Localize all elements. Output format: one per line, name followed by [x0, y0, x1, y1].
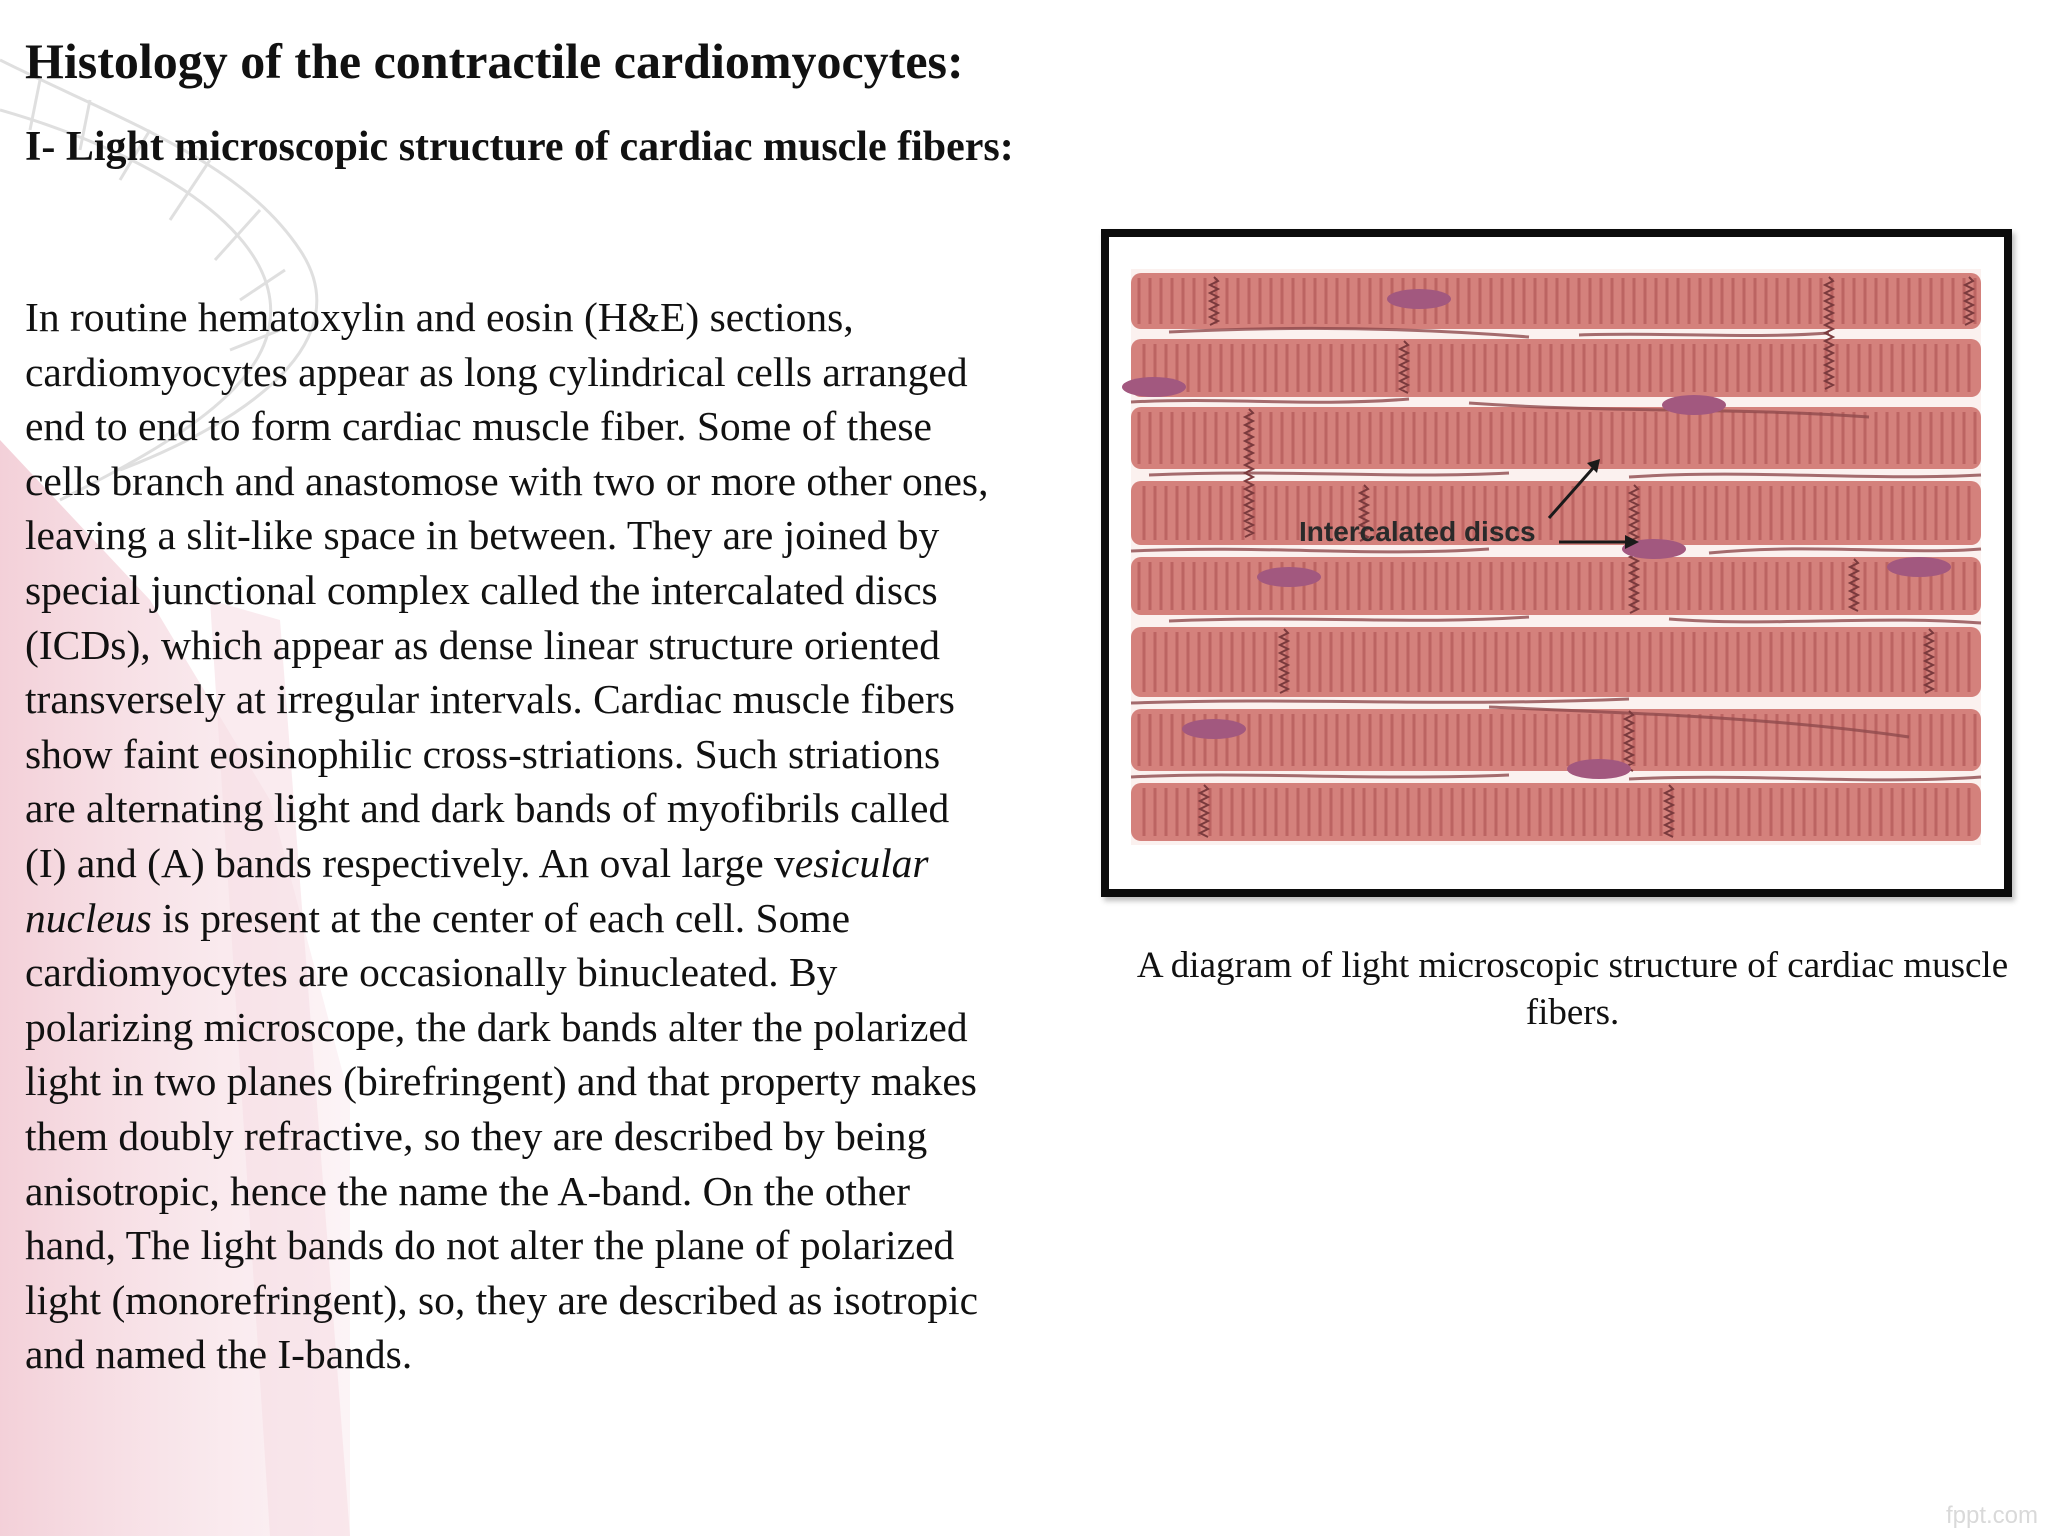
body-line: transversely at irregular intervals. Cardiac muscle fibers: [25, 676, 955, 723]
fiber-slit: [1149, 473, 1509, 475]
nucleus: [1182, 719, 1246, 739]
italic-term: esicular: [794, 839, 929, 886]
body-line: hand, The light bands do not alter the plane of polarized: [25, 1222, 955, 1269]
muscle-fiber: [1131, 783, 1981, 841]
body-paragraph: [25, 290, 1105, 1382]
fiber-slit: [1131, 775, 1509, 777]
section-heading: I- Light microscopic structure of cardiac muscle fibers:: [25, 124, 1014, 170]
body-line: end to end to form cardiac muscle fiber. Some of these: [25, 403, 932, 450]
body-line-text: (I) and (A) bands respectively. An oval large v: [25, 839, 795, 886]
body-line: polarizing microscope, the dark bands alter the polarized: [25, 1003, 968, 1050]
body-line: cardiomyocytes are occasionally binucleated. By: [25, 949, 838, 996]
cardiac-muscle-figure: [1101, 229, 2012, 897]
body-line: show faint eosinophilic cross-striations. Such striations: [25, 730, 941, 777]
nucleus: [1257, 567, 1321, 587]
body-line: cells branch and anastomose with two or more other ones,: [25, 457, 989, 504]
nucleus: [1567, 759, 1631, 779]
figure-caption: A diagram of light microscopic structure of cardiac muscle fibers.: [1136, 945, 2009, 1033]
nucleus: [1387, 289, 1451, 309]
nucleus: [1887, 557, 1951, 577]
intercalated-discs-label: Intercalated discs: [1299, 516, 1536, 547]
body-line: and named the I-bands.: [25, 1331, 413, 1378]
body-line: anisotropic, hence the name the A-band. On the other: [25, 1167, 911, 1214]
body-line: (ICDs), which appear as dense linear structure oriented: [25, 621, 940, 668]
cardiac-muscle-illustration: [1109, 237, 2004, 889]
nucleus: [1122, 377, 1186, 397]
slide-title: Histology of the contractile cardiomyocytes:: [25, 33, 964, 89]
body-line: leaving a slit-like space in between. They are joined by: [25, 512, 940, 559]
muscle-fiber: [1131, 339, 1981, 397]
body-line: light (monorefringent), so, they are described as isotropic: [25, 1276, 979, 1323]
body-line: are alternating light and dark bands of myofibrils called: [25, 785, 950, 832]
body-line: light in two planes (birefringent) and that property makes: [25, 1058, 977, 1105]
italic-term: nucleus: [25, 894, 152, 941]
body-line: In routine hematoxylin and eosin (H&E) sections,: [25, 294, 854, 340]
muscle-fiber: [1131, 481, 1981, 545]
nucleus: [1662, 395, 1726, 415]
body-line: cardiomyocytes appear as long cylindrical cells arranged: [25, 348, 968, 395]
body-line-vesicular: [25, 836, 1105, 891]
body-line: special junctional complex called the intercalated discs: [25, 566, 938, 613]
body-line-text: is present at the center of each cell. Some: [151, 894, 851, 941]
body-line: them doubly refractive, so they are described by being: [25, 1112, 928, 1159]
muscle-fiber: [1131, 627, 1981, 697]
watermark: fppt.com: [1945, 1502, 2038, 1529]
body-line-nucleus: [25, 891, 1105, 946]
